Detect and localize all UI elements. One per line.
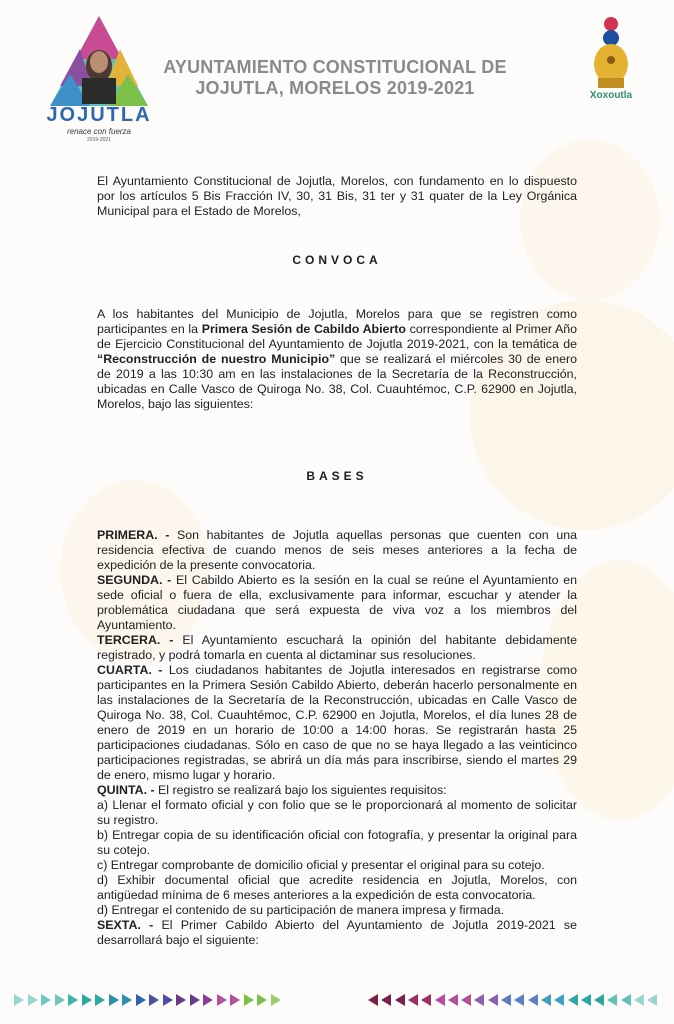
base-item [97,528,577,573]
footer-arrow-left [474,994,484,1006]
footer-arrow-right [217,994,227,1006]
footer-arrow-right [244,994,254,1006]
base-label: TERCERA. - [97,633,174,647]
document-body [97,172,577,948]
logo-wordmark: JOJUTLA [46,104,152,126]
footer-arrow-right [190,994,200,1006]
call-paragraph [97,307,577,412]
footer-arrow-right [68,994,78,1006]
footer-arrow-left [528,994,538,1006]
footer-arrow-left [368,994,378,1006]
intro-paragraph: El Ayuntamiento Constitucional de Jojutla, Morelos, con fundamento en lo dispuesto por los artículos 5 Bis Fracción IV, 30, 31 Bis, 31 ter y 31 quater de la Ley Orgánica Municipal para el Estado de Morelos, [97,174,577,218]
footer-arrow-right [14,994,24,1006]
convoca-heading: CONVOCA [292,253,382,267]
call-event-name: Primera Sesión de Cabildo Abierto [201,322,406,336]
base-text: El Ayuntamiento escuchará la opinión del habitante debidamente registrado, y podrá tomarla en cuenta al dictaminar sus resoluciones. [97,633,577,662]
requirement-item: a) Llenar el formato oficial y con folio que se le proporcionará al momento de solicitar su registro. [97,798,577,827]
footer-arrow-left [421,994,431,1006]
xoxoutla-wordmark: Xoxoutla [589,90,633,101]
requirement-item: d) Entregar el contenido de su participación de manera impresa y firmada. [97,903,505,917]
call-text: correspondiente al Primer Año de Ejercicio Constitucional del Ayuntamiento de Jojutla 2019-2021, con la temática de [97,322,577,351]
bases-heading: BASES [306,469,368,483]
base-text: Los ciudadanos habitantes de Jojutla interesados en registrarse como participantes en la Primera Sesión Cabildo Abierto, deberán hacerlo personalmente en las instalaciones de la Secretaría de la Reconstrucción, ubicadas en Calle Vasco de Quiroga No. 38, Col. Cuauhtémoc, C.P. 62900 en Jojutla, Morelos, el día lunes 28 de enero de 2019 en un horario de 10:00 a 14:00 horas. Se registrarán hasta 25 participaciones ciudadanas. Sólo en caso de que no se haya llegado a las veinticinco participaciones registradas, se abrirá un día más para inscribirse, siendo el martes 29 de enero, mismo lugar y horario. [97,663,577,782]
footer-arrow-left [501,994,511,1006]
base-text: El Primer Cabildo Abierto del Ayuntamiento de Jojutla 2019-2021 se desarrollará bajo el siguiente: [97,918,577,947]
requirement-item: b) Entregar copia de su identificación oficial con fotografía, y presentar la original para su cotejo. [97,828,577,857]
call-theme: “Reconstrucción de nuestro Municipio” [97,352,336,366]
footer-arrow-left [541,994,551,1006]
logo-tagline: renace con fuerza [66,127,132,136]
base-label: SEGUNDA. - [97,573,172,587]
footer-arrow-left [461,994,471,1006]
footer-arrow-left [381,994,391,1006]
footer-arrow-right [176,994,186,1006]
organization-title-line1: AYUNTAMIENTO CONSTITUCIONAL DE [163,57,507,77]
base-item [97,573,577,633]
footer-arrow-left [647,994,657,1006]
footer-arrow-right [82,994,92,1006]
base-text: Son habitantes de Jojutla aquellas personas que cuenten con una residencia efectiva de cuando menos de seis meses anteriores a la fecha de expedición de la presente convocatoria. [97,528,578,572]
footer-arrow-left [448,994,458,1006]
footer-arrow-right [55,994,65,1006]
requirement-item: c) Entregar comprobante de domicilio oficial y presentar el original para su cotejo. [97,858,545,872]
footer-arrow-left [435,994,445,1006]
footer-arrow-left [408,994,418,1006]
base-item [97,663,577,783]
base-item [97,918,577,948]
footer-arrow-right [95,994,105,1006]
footer-arrow-right [271,994,281,1006]
footer-arrow-right [28,994,38,1006]
organization-title [150,57,520,99]
footer-arrow-left [568,994,578,1006]
base-label: QUINTA. - [97,783,155,797]
footer-arrow-left [634,994,644,1006]
base-item [97,633,577,663]
footer-arrow-left [581,994,591,1006]
footer-arrow-right [257,994,267,1006]
footer-arrow-right [230,994,240,1006]
base-label: CUARTA. - [97,663,163,677]
footer-arrow-right [136,994,146,1006]
organization-title-line2: JOJUTLA, MORELOS 2019-2021 [195,78,475,98]
footer-arrow-right [163,994,173,1006]
footer-arrow-right [41,994,51,1006]
logo-years: 2019-2021 [87,137,111,143]
footer-arrow-left [395,994,405,1006]
footer-arrow-left [488,994,498,1006]
requirement-item: d) Exhibir documental oficial que acredite residencia en Jojutla, Morelos, con antigüedad mínima de 6 meses anteriores a la expedición de esta convocatoria. [97,873,577,902]
base-label: SEXTA. - [97,918,154,932]
footer-arrow-left [554,994,564,1006]
call-text: A los habitantes del Municipio de Jojutla, Morelos para que se registren como participantes en la [97,307,577,336]
footer-arrow-left [607,994,617,1006]
base-item [97,783,577,798]
footer-arrow-left [621,994,631,1006]
call-text: que se realizará el miércoles 30 de enero de 2019 a las 10:30 am en las instalaciones de la Secretaría de la Reconstrucción, ubicadas en Calle Vasco de Quiroga No. 38, Col. Cuauhtémoc, C.P. 62900 en Jojutla, Morelos, bajo las siguientes: [97,352,577,411]
footer-arrow-left [514,994,524,1006]
footer-arrow-left [594,994,604,1006]
base-label: PRIMERA. - [97,528,170,542]
base-text: El registro se realizará bajo los siguientes requisitos: [154,783,447,797]
footer-arrow-right [122,994,132,1006]
base-text: El Cabildo Abierto es la sesión en la cual se reúne el Ayuntamiento en sede oficial o fuera de ella, exclusivamente para informar, escuchar y atender la problemática ciudadana que será expuesta de viva voz a los miembros del Ayuntamiento. [97,573,577,632]
decorative-footer-arrows [0,994,674,1010]
footer-arrow-right [149,994,159,1006]
document-header [0,0,674,150]
footer-arrow-right [109,994,119,1006]
bases-list [97,528,577,948]
footer-arrow-right [203,994,213,1006]
